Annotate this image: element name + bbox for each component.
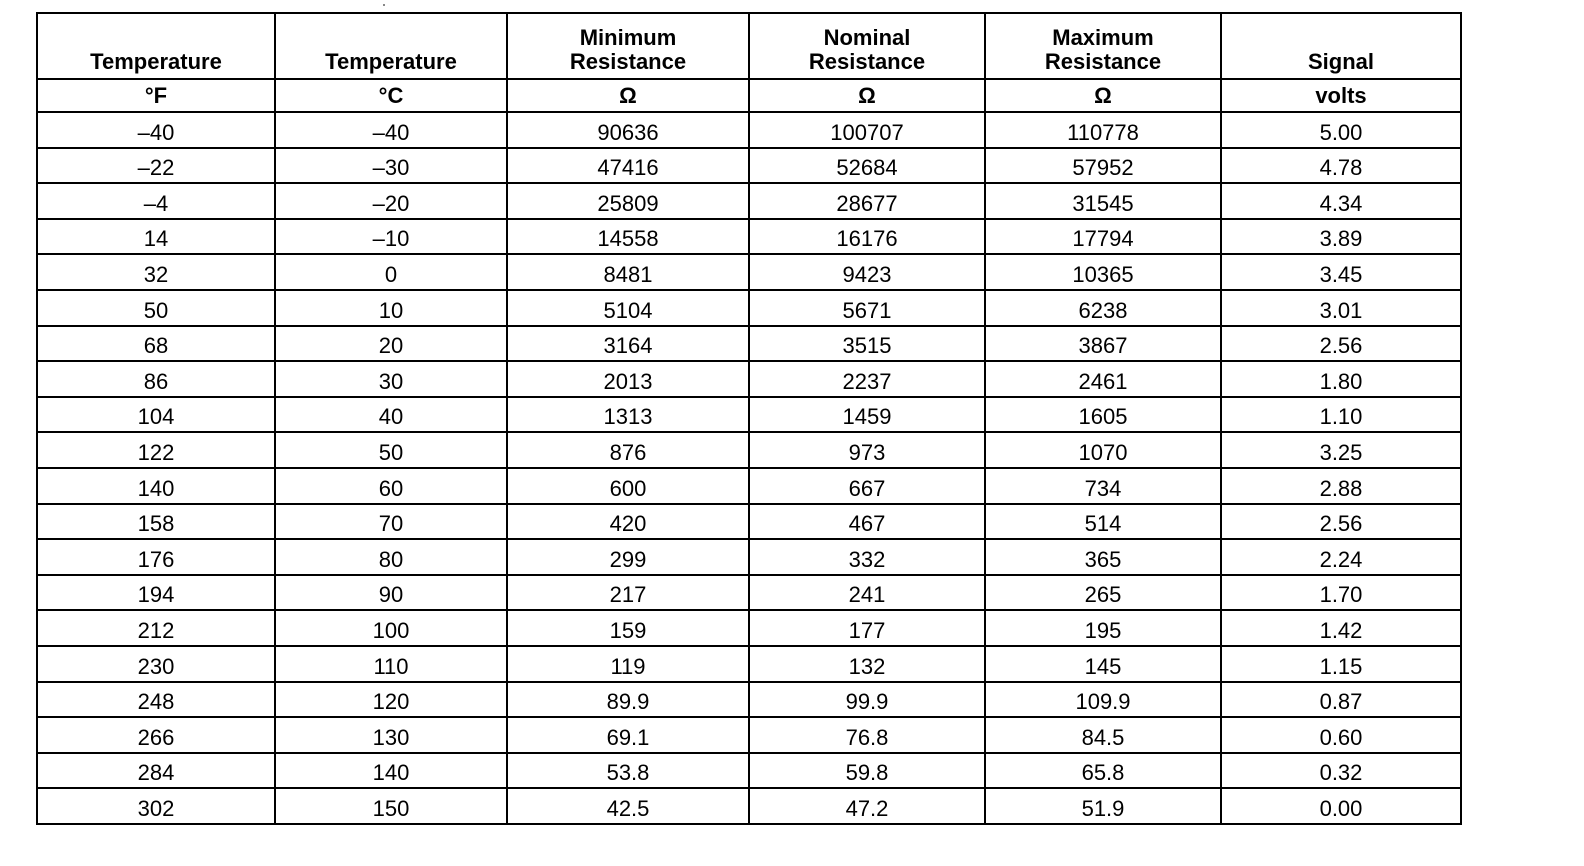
table-row [37, 290, 1461, 326]
table-row [37, 646, 1461, 682]
cell-min-resistance: 14558 [507, 219, 749, 255]
header-line: Resistance [569, 49, 687, 74]
cell-max-resistance: 109.9 [985, 682, 1221, 718]
cell-signal-volts: 3.25 [1221, 432, 1461, 468]
cell-temp-c: 140 [275, 753, 507, 789]
cell-temp-f: 248 [37, 682, 275, 718]
table-row [37, 148, 1461, 184]
table-row [37, 468, 1461, 504]
cell-min-resistance: 600 [507, 468, 749, 504]
cell-min-resistance: 2013 [507, 361, 749, 397]
cell-nominal-resistance: 177 [749, 610, 985, 646]
cell-min-resistance: 876 [507, 432, 749, 468]
cell-max-resistance: 195 [985, 610, 1221, 646]
cell-temp-c: 0 [275, 254, 507, 290]
cell-min-resistance: 299 [507, 539, 749, 575]
unit-ohm-nominal: Ω [749, 79, 985, 112]
cell-max-resistance: 365 [985, 539, 1221, 575]
unit-ohm-max: Ω [985, 79, 1221, 112]
cell-signal-volts: 2.88 [1221, 468, 1461, 504]
cell-temp-f: 194 [37, 575, 275, 611]
cell-min-resistance: 217 [507, 575, 749, 611]
cell-nominal-resistance: 76.8 [749, 717, 985, 753]
cell-temp-c: 130 [275, 717, 507, 753]
cell-temp-f: 284 [37, 753, 275, 789]
cell-nominal-resistance: 52684 [749, 148, 985, 184]
cell-max-resistance: 514 [985, 504, 1221, 540]
cell-temp-f: 68 [37, 326, 275, 362]
cell-max-resistance: 1070 [985, 432, 1221, 468]
cell-min-resistance: 89.9 [507, 682, 749, 718]
cell-nominal-resistance: 667 [749, 468, 985, 504]
cell-temp-c: 40 [275, 397, 507, 433]
cell-temp-c: –20 [275, 183, 507, 219]
table-row [37, 326, 1461, 362]
cell-min-resistance: 90636 [507, 112, 749, 148]
cell-signal-volts: 2.56 [1221, 504, 1461, 540]
cell-temp-f: 32 [37, 254, 275, 290]
header-line: Temperature [90, 49, 222, 74]
cell-signal-volts: 4.34 [1221, 183, 1461, 219]
cell-max-resistance: 31545 [985, 183, 1221, 219]
header-line: Minimum [579, 25, 677, 50]
table-row [37, 682, 1461, 718]
cell-temp-c: 20 [275, 326, 507, 362]
cell-temp-c: 110 [275, 646, 507, 682]
cell-max-resistance: 17794 [985, 219, 1221, 255]
cell-signal-volts: 0.60 [1221, 717, 1461, 753]
cell-min-resistance: 420 [507, 504, 749, 540]
table-row [37, 610, 1461, 646]
table-row [37, 254, 1461, 290]
table-row [37, 717, 1461, 753]
cell-nominal-resistance: 132 [749, 646, 985, 682]
cell-signal-volts: 0.87 [1221, 682, 1461, 718]
cell-max-resistance: 51.9 [985, 788, 1221, 824]
cell-temp-f: 86 [37, 361, 275, 397]
cell-temp-f: 158 [37, 504, 275, 540]
cell-min-resistance: 3164 [507, 326, 749, 362]
cell-min-resistance: 25809 [507, 183, 749, 219]
unit-volts: volts [1221, 79, 1461, 112]
cell-temp-c: 30 [275, 361, 507, 397]
cell-signal-volts: 0.00 [1221, 788, 1461, 824]
cell-temp-c: –30 [275, 148, 507, 184]
header-minimum-resistance [507, 13, 749, 79]
cell-signal-volts: 1.15 [1221, 646, 1461, 682]
cell-signal-volts: 1.42 [1221, 610, 1461, 646]
header-line: Resistance [1044, 49, 1162, 74]
cell-max-resistance: 3867 [985, 326, 1221, 362]
table-row [37, 539, 1461, 575]
table-row [37, 504, 1461, 540]
cell-signal-volts: 3.45 [1221, 254, 1461, 290]
cell-temp-f: 50 [37, 290, 275, 326]
header-row [37, 13, 1461, 79]
cell-min-resistance: 53.8 [507, 753, 749, 789]
cell-signal-volts: 1.80 [1221, 361, 1461, 397]
cell-signal-volts: 3.01 [1221, 290, 1461, 326]
cell-max-resistance: 10365 [985, 254, 1221, 290]
header-line: Maximum [1052, 25, 1154, 50]
header-line: Signal [1307, 49, 1374, 74]
cell-temp-c: –10 [275, 219, 507, 255]
cell-nominal-resistance: 1459 [749, 397, 985, 433]
cell-min-resistance: 1313 [507, 397, 749, 433]
table-row [37, 112, 1461, 148]
cell-min-resistance: 42.5 [507, 788, 749, 824]
cell-temp-c: 80 [275, 539, 507, 575]
header-nominal-resistance [749, 13, 985, 79]
cell-max-resistance: 65.8 [985, 753, 1221, 789]
cell-temp-f: 230 [37, 646, 275, 682]
cell-min-resistance: 119 [507, 646, 749, 682]
cell-temp-f: 14 [37, 219, 275, 255]
cell-max-resistance: 6238 [985, 290, 1221, 326]
cell-signal-volts: 1.10 [1221, 397, 1461, 433]
cell-temp-c: 90 [275, 575, 507, 611]
unit-ohm-min: Ω [507, 79, 749, 112]
cell-nominal-resistance: 5671 [749, 290, 985, 326]
cell-signal-volts: 1.70 [1221, 575, 1461, 611]
cell-max-resistance: 265 [985, 575, 1221, 611]
cell-nominal-resistance: 16176 [749, 219, 985, 255]
cell-nominal-resistance: 99.9 [749, 682, 985, 718]
cell-temp-c: 50 [275, 432, 507, 468]
sensor-resistance-table [36, 12, 1462, 825]
header-temperature-f [37, 13, 275, 79]
cell-temp-c: 10 [275, 290, 507, 326]
unit-fahrenheit: °F [37, 79, 275, 112]
cell-signal-volts: 0.32 [1221, 753, 1461, 789]
cell-temp-f: 176 [37, 539, 275, 575]
table-row [37, 397, 1461, 433]
cell-nominal-resistance: 2237 [749, 361, 985, 397]
scan-artifact-dot [383, 4, 385, 6]
cell-nominal-resistance: 241 [749, 575, 985, 611]
header-maximum-resistance [985, 13, 1221, 79]
table-row [37, 219, 1461, 255]
cell-max-resistance: 734 [985, 468, 1221, 504]
cell-temp-f: 212 [37, 610, 275, 646]
cell-min-resistance: 8481 [507, 254, 749, 290]
cell-nominal-resistance: 28677 [749, 183, 985, 219]
cell-nominal-resistance: 9423 [749, 254, 985, 290]
cell-signal-volts: 3.89 [1221, 219, 1461, 255]
cell-nominal-resistance: 100707 [749, 112, 985, 148]
cell-signal-volts: 2.24 [1221, 539, 1461, 575]
cell-max-resistance: 2461 [985, 361, 1221, 397]
unit-celsius: °C [275, 79, 507, 112]
cell-signal-volts: 5.00 [1221, 112, 1461, 148]
cell-temp-c: 150 [275, 788, 507, 824]
table-body [37, 112, 1461, 824]
resistance-table-container [36, 12, 1460, 825]
header-line: Temperature [325, 49, 457, 74]
cell-temp-c: 120 [275, 682, 507, 718]
cell-nominal-resistance: 973 [749, 432, 985, 468]
cell-signal-volts: 2.56 [1221, 326, 1461, 362]
cell-min-resistance: 69.1 [507, 717, 749, 753]
table-row [37, 788, 1461, 824]
cell-max-resistance: 84.5 [985, 717, 1221, 753]
cell-max-resistance: 57952 [985, 148, 1221, 184]
cell-min-resistance: 47416 [507, 148, 749, 184]
cell-min-resistance: 159 [507, 610, 749, 646]
cell-temp-f: 140 [37, 468, 275, 504]
cell-temp-f: 122 [37, 432, 275, 468]
header-line: Resistance [808, 49, 926, 74]
cell-temp-f: 266 [37, 717, 275, 753]
cell-temp-f: –40 [37, 112, 275, 148]
cell-temp-f: –4 [37, 183, 275, 219]
cell-temp-c: 70 [275, 504, 507, 540]
cell-nominal-resistance: 59.8 [749, 753, 985, 789]
cell-temp-c: 100 [275, 610, 507, 646]
header-line: Nominal [823, 25, 911, 50]
cell-max-resistance: 145 [985, 646, 1221, 682]
table-row [37, 432, 1461, 468]
table-row [37, 753, 1461, 789]
cell-temp-f: 104 [37, 397, 275, 433]
table-row [37, 575, 1461, 611]
table-row [37, 183, 1461, 219]
cell-max-resistance: 1605 [985, 397, 1221, 433]
cell-temp-f: –22 [37, 148, 275, 184]
cell-nominal-resistance: 467 [749, 504, 985, 540]
cell-nominal-resistance: 332 [749, 539, 985, 575]
header-signal [1221, 13, 1461, 79]
cell-nominal-resistance: 47.2 [749, 788, 985, 824]
cell-temp-c: 60 [275, 468, 507, 504]
units-row [37, 79, 1461, 112]
cell-signal-volts: 4.78 [1221, 148, 1461, 184]
cell-min-resistance: 5104 [507, 290, 749, 326]
cell-temp-f: 302 [37, 788, 275, 824]
cell-max-resistance: 110778 [985, 112, 1221, 148]
header-temperature-c [275, 13, 507, 79]
cell-nominal-resistance: 3515 [749, 326, 985, 362]
cell-temp-c: –40 [275, 112, 507, 148]
table-row [37, 361, 1461, 397]
